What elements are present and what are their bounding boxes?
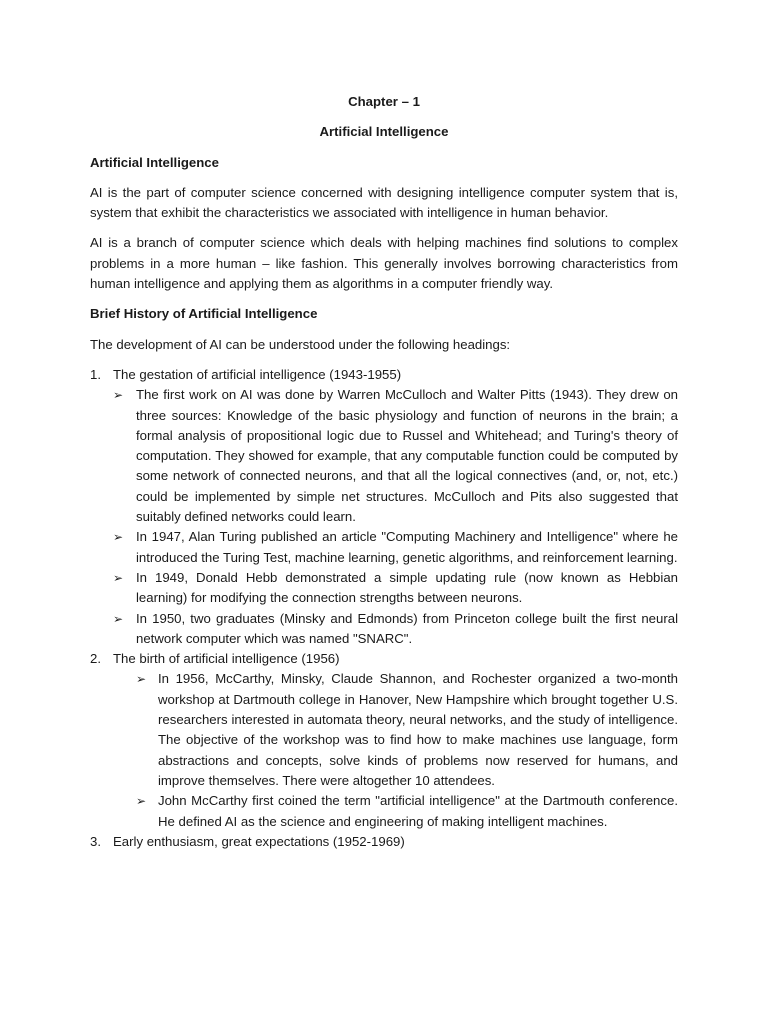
item-title: Early enthusiasm, great expectations (1952-1969) xyxy=(113,833,405,849)
item-number: 3. xyxy=(90,833,101,849)
bullet-text: In 1949, Donald Hebb demonstrated a simple updating rule (now known as Hebbian learning) for modifying the connection strengths between neurons. xyxy=(136,569,678,606)
arrow-bullet-icon: ➢ xyxy=(113,388,124,403)
bullet-text: In 1950, two graduates (Minsky and Edmonds) from Princeton college built the first neural network computer which was named "SNARC". xyxy=(136,610,678,646)
history-intro: The development of AI can be understood under the following headings: xyxy=(90,336,511,352)
paragraph-ai-definition-1: AI is the part of computer science concerned with designing intelligence computer system that is, system that exhibit the characteristics we associated with intelligence in human behavior. xyxy=(90,184,678,221)
bullet-list-1 xyxy=(90,385,678,649)
list-item xyxy=(90,568,678,609)
arrow-bullet-icon: ➢ xyxy=(136,794,147,809)
arrow-bullet-icon: ➢ xyxy=(113,530,124,545)
bullet-text: In 1956, McCarthy, Minsky, Claude Shannon, and Rochester organized a two-month workshop at Dartmouth college in Hanover, New Hampshire which brought together U.S. researchers interested in automata theory, neural networks, and the study of intelligence. The objective of the workshop was to find how to make machines use language, form abstractions and concepts, solve kinds of problems now reserved for humans, and improve themselves. There were altogether 10 attendees. xyxy=(158,671,678,788)
list-item xyxy=(90,791,678,832)
arrow-bullet-icon: ➢ xyxy=(113,570,124,585)
arrow-bullet-icon: ➢ xyxy=(136,672,147,687)
section-heading-history: Brief History of Artificial Intelligence xyxy=(90,306,318,322)
section-heading-ai: Artificial Intelligence xyxy=(90,154,219,170)
item-number: 2. xyxy=(90,651,101,667)
page-title: Artificial Intelligence xyxy=(319,124,449,140)
numbered-item-1 xyxy=(90,365,678,385)
numbered-item-3 xyxy=(90,832,678,852)
list-item xyxy=(90,527,678,568)
item-number: 1. xyxy=(90,366,101,382)
list-item xyxy=(90,385,678,527)
item-title: The gestation of artificial intelligence (1943-1955) xyxy=(113,366,402,382)
list-item xyxy=(90,669,678,791)
bullet-list-2 xyxy=(90,669,678,831)
bullet-text: John McCarthy first coined the term "artificial intelligence" at the Dartmouth conference. He defined AI as the science and engineering of making intelligent machines. xyxy=(158,793,678,829)
arrow-bullet-icon: ➢ xyxy=(113,611,124,626)
chapter-label: Chapter – 1 xyxy=(348,94,420,109)
bullet-text: In 1947, Alan Turing published an article "Computing Machinery and Intelligence" where he introduced the Turing Test, machine learning, genetic algorithms, and reinforcement learning. xyxy=(136,529,678,565)
numbered-item-2 xyxy=(90,649,678,669)
bullet-text: The first work on AI was done by Warren McCulloch and Walter Pitts (1943). They drew on three sources: Knowledge of the basic physiology and function of neurons in the brain; a formal analysis of propositional logic due to Russel and Whitehead; and Turing's theory of computation. They showed for example, that any computable function could be computed by some network of connected neurons, and that all the logical connectives (and, or, not, etc.) could be implemented by simple net structures. McCulloch and Pits also suggested that suitably defined networks could learn. xyxy=(136,387,678,525)
item-title: The birth of artificial intelligence (1956) xyxy=(113,651,340,667)
list-item xyxy=(90,609,678,650)
paragraph-ai-definition-2: AI is a branch of computer science which deals with helping machines find solutions to complex problems in a more human – like fashion. This generally involves borrowing characteristics from human intelligence and applying them as algorithms in a computer friendly way. xyxy=(90,235,678,292)
document-body xyxy=(90,92,678,852)
